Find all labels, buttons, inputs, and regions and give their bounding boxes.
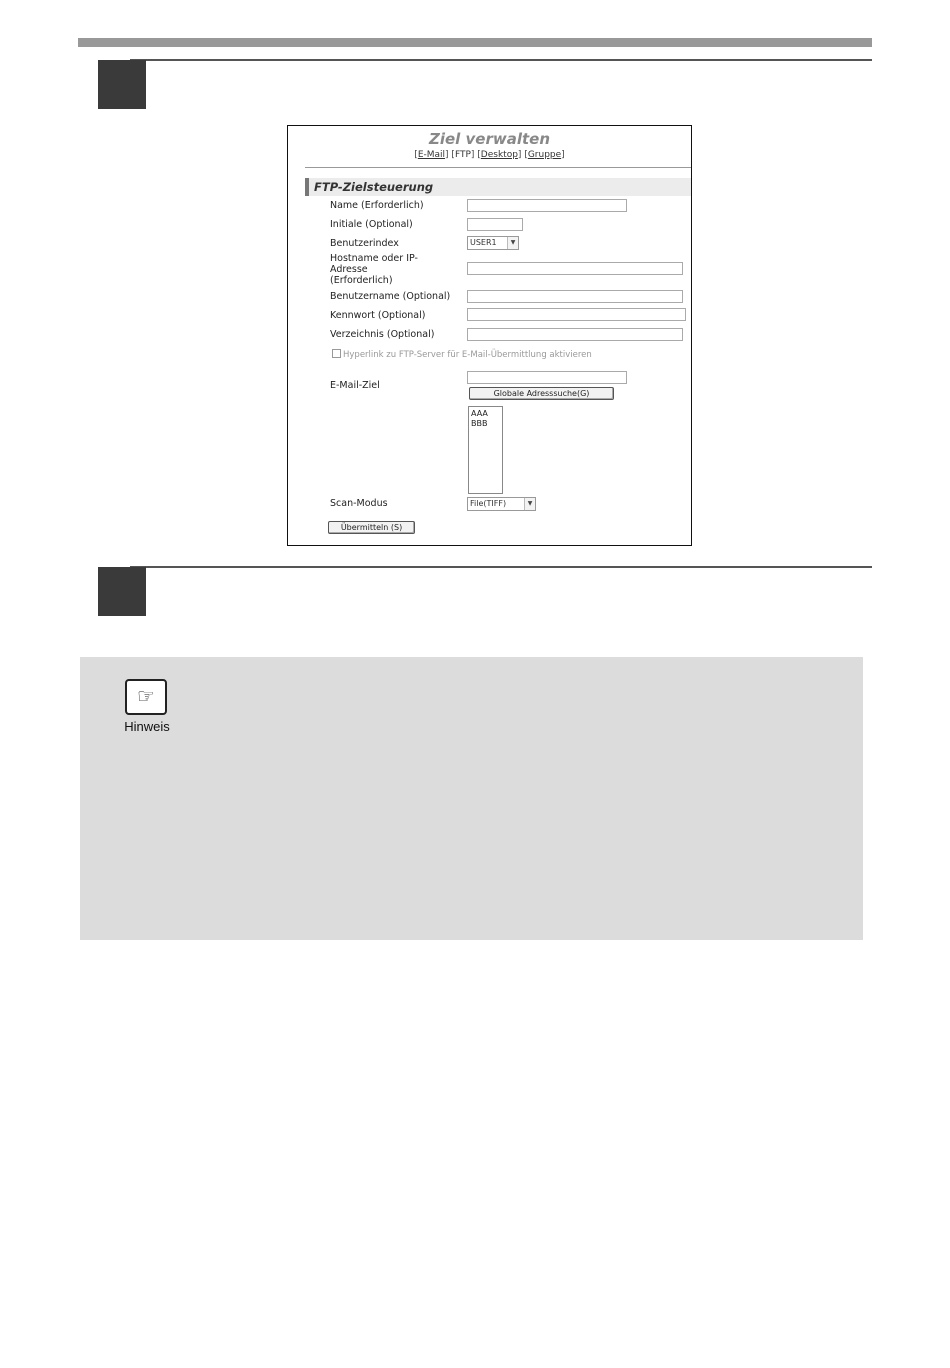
hyperlink-checkbox[interactable] xyxy=(332,349,341,358)
email-label: E-Mail-Ziel xyxy=(330,380,380,391)
tab-ftp[interactable]: FTP xyxy=(454,150,471,160)
tab-desktop[interactable]: Desktop xyxy=(480,150,518,160)
host-field[interactable] xyxy=(467,262,683,275)
global-search-button[interactable]: Globale Adresssuche(G) xyxy=(469,387,614,400)
scan-mode-value: File(TIFF) xyxy=(470,499,507,508)
list-item[interactable]: AAA xyxy=(471,409,488,418)
step-2-marker xyxy=(98,567,146,616)
host-label-line-3: (Erforderlich) xyxy=(330,275,393,286)
host-label xyxy=(330,253,418,286)
chevron-down-icon: ▼ xyxy=(524,498,535,510)
host-label-line-2: Adresse xyxy=(330,264,368,275)
pointing-hand-icon: ☞ xyxy=(125,679,167,715)
submit-button[interactable]: Übermitteln (S) xyxy=(328,521,415,534)
username-field[interactable] xyxy=(467,290,683,303)
section-header xyxy=(305,178,691,196)
directory-label: Verzeichnis (Optional) xyxy=(330,329,435,340)
name-label: Name (Erforderlich) xyxy=(330,200,424,211)
host-label-line-1: Hostname oder IP- xyxy=(330,253,418,264)
tab-email[interactable]: E-Mail xyxy=(417,150,446,160)
divider xyxy=(305,167,691,168)
ziel-verwalten-dialog xyxy=(287,125,692,546)
userindex-select[interactable] xyxy=(467,236,519,250)
hyperlink-label: Hyperlink zu FTP-Server für E-Mail-Übermittlung aktivieren xyxy=(343,350,592,360)
note-box xyxy=(80,657,863,940)
step-2-rule xyxy=(130,566,872,568)
note-label: Hinweis xyxy=(124,719,170,734)
step-1-rule xyxy=(130,59,872,61)
initial-label: Initiale (Optional) xyxy=(330,219,413,230)
password-label: Kennwort (Optional) xyxy=(330,310,426,321)
tab-gruppe[interactable]: Gruppe xyxy=(527,150,562,160)
userindex-value: USER1 xyxy=(470,238,497,247)
initial-field[interactable] xyxy=(467,218,523,231)
hyperlink-option xyxy=(332,349,592,360)
section-title: FTP-Zielsteuerung xyxy=(314,180,434,194)
directory-field[interactable] xyxy=(467,328,683,341)
address-listbox[interactable] xyxy=(468,406,503,494)
step-1-marker xyxy=(98,60,146,109)
email-field[interactable] xyxy=(467,371,627,384)
page-header-bar xyxy=(78,38,872,47)
scan-mode-select[interactable] xyxy=(467,497,536,511)
tab-bar: [E-Mail] [FTP] [Desktop] [Gruppe] xyxy=(414,150,565,160)
dialog-title: Ziel verwalten xyxy=(428,130,551,148)
chevron-down-icon: ▼ xyxy=(507,237,518,249)
scan-mode-label: Scan-Modus xyxy=(330,498,388,509)
name-field[interactable] xyxy=(467,199,627,212)
list-item[interactable]: BBB xyxy=(471,419,488,428)
username-label: Benutzername (Optional) xyxy=(330,291,451,302)
userindex-label: Benutzerindex xyxy=(330,238,399,249)
password-field[interactable] xyxy=(467,308,686,321)
